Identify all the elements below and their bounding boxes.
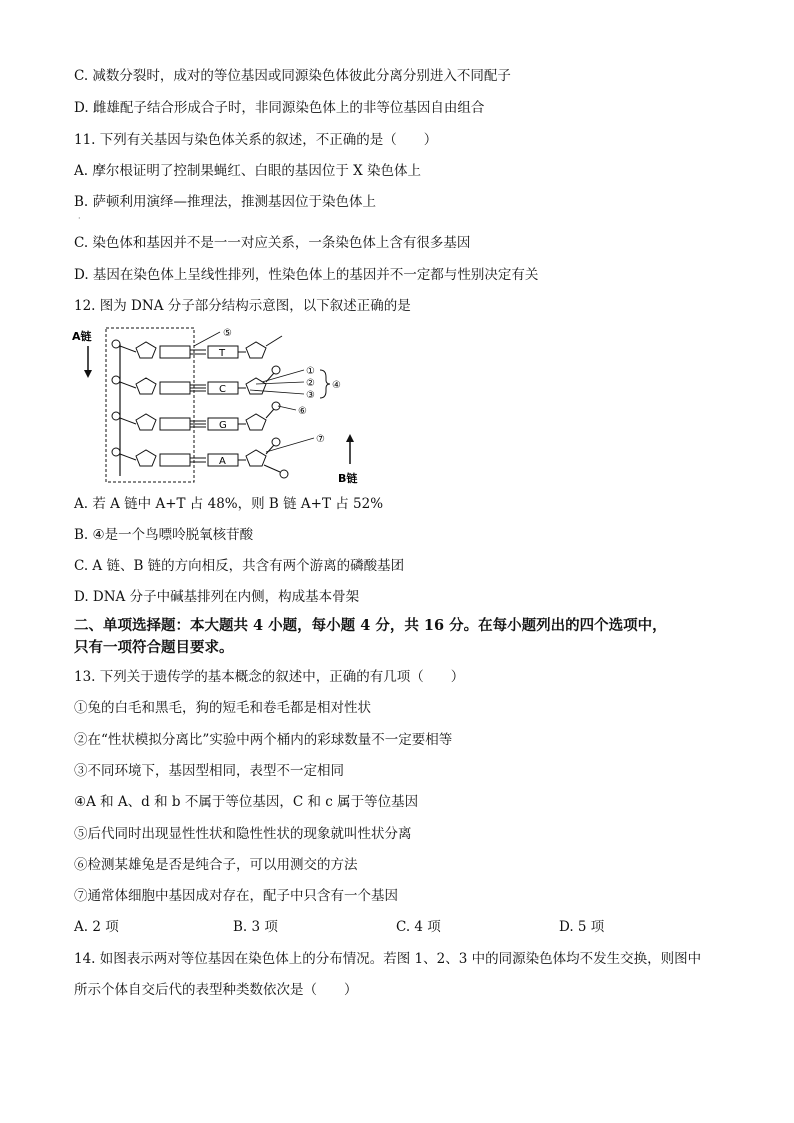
q12-stem: 12. 图为 DNA 分子部分结构示意图，以下叙述正确的是 — [74, 298, 411, 314]
base-label-a: A — [219, 456, 226, 467]
chain-b-arrowhead — [346, 434, 354, 442]
deoxyribose — [136, 378, 156, 394]
q13-option-a: A. 2 项 — [74, 919, 119, 935]
q13-item-5: ⑤后代同时出现显性性状和隐性性状的现象就叫性状分离 — [74, 826, 412, 842]
q13-item-1: ①兔的白毛和黑毛，狗的短毛和卷毛都是相对性状 — [74, 700, 371, 716]
q12-option-d: D. DNA 分子中碱基排列在内侧，构成基本骨架 — [74, 589, 360, 605]
marker-7: ⑦ — [316, 434, 325, 445]
phosphate — [112, 448, 120, 456]
q11-stem: 11. 下列有关基因与染色体关系的叙述，不正确的是（ ） — [74, 132, 438, 148]
deoxyribose — [246, 450, 266, 466]
marker-3: ③ — [306, 390, 315, 401]
base-left — [160, 382, 190, 394]
phosphate — [112, 412, 120, 420]
stray-dot: · — [78, 214, 81, 223]
q14-stem: 14. 如图表示两对等位基因在染色体上的分布情况。若图 1、2、3 中的同源染色体均不发生交换，则图中 — [74, 951, 702, 967]
brace-4 — [320, 370, 330, 398]
q10-option-d: D. 雌雄配子结合形成合子时，非同源染色体上的非等位基因自由组合 — [74, 100, 485, 116]
base-left — [160, 418, 190, 430]
phosphate — [272, 366, 280, 374]
chain-b-label: B链 — [338, 472, 358, 485]
q13-item-2: ②在“性状模拟分离比”实验中两个桶内的彩球数量不一定要相等 — [74, 732, 453, 748]
q13-option-b: B. 3 项 — [233, 919, 278, 935]
q13-item-7: ⑦通常体细胞中基因成对存在，配子中只含有一个基因 — [74, 888, 398, 904]
section2-heading-cont: 只有一项符合题目要求。 — [74, 639, 234, 656]
phosphate — [280, 470, 288, 478]
deoxyribose — [136, 342, 156, 358]
deoxyribose — [136, 414, 156, 430]
phosphate — [272, 438, 280, 446]
marker-1: ① — [306, 366, 315, 377]
marker-4: ④ — [332, 380, 341, 391]
deoxyribose — [136, 450, 156, 466]
base-label-g: G — [219, 420, 227, 431]
q11-option-c: C. 染色体和基因并不是一一对应关系，一条染色体上含有很多基因 — [74, 235, 471, 251]
marker-5: ⑤ — [223, 328, 232, 339]
q12-option-c: C. A 链、B 链的方向相反，共含有两个游离的磷酸基团 — [74, 558, 405, 574]
q13-stem: 13. 下列关于遗传学的基本概念的叙述中，正确的有几项（ ） — [74, 669, 465, 685]
q13-item-6: ⑥检测某雄兔是否是纯合子，可以用测交的方法 — [74, 857, 358, 873]
q13-option-d: D. 5 项 — [559, 919, 605, 935]
q13-item-4: ④A 和 A、d 和 b 不属于等位基因，C 和 c 属于等位基因 — [74, 794, 419, 810]
q12-option-a: A. 若 A 链中 A+T 占 48%，则 B 链 A+T 占 52% — [74, 496, 384, 512]
base-label-c: C — [219, 384, 226, 395]
section2-heading: 二、单项选择题：本大题共 4 小题，每小题 4 分，共 16 分。在每小题列出的四个选项中， — [74, 617, 667, 634]
dna-structure-figure — [70, 324, 370, 489]
marker-2: ② — [306, 378, 315, 389]
deoxyribose — [246, 414, 266, 430]
phosphate — [112, 340, 120, 348]
q14-stem-cont: 所示个体自交后代的表型种类数依次是（ ） — [74, 982, 358, 998]
base-pair-row-4 — [112, 438, 288, 478]
q13-option-c: C. 4 项 — [396, 919, 441, 935]
deoxyribose — [246, 378, 266, 394]
q11-option-b: B. 萨顿利用演绎—推理法，推测基因位于染色体上 — [74, 194, 377, 210]
base-pair-row-3 — [112, 402, 280, 431]
chain-a-arrowhead — [84, 370, 92, 378]
q10-option-c: C. 减数分裂时，成对的等位基因或同源染色体彼此分离分别进入不同配子 — [74, 68, 511, 84]
q11-option-d: D. 基因在染色体上呈线性排列，性染色体上的基因并不一定都与性别决定有关 — [74, 267, 539, 283]
phosphate — [112, 376, 120, 384]
chain-a-label: A链 — [72, 330, 92, 343]
marker-6: ⑥ — [298, 406, 307, 417]
base-left — [160, 346, 190, 358]
base-label-t: T — [219, 348, 226, 359]
base-left — [160, 454, 190, 466]
q12-option-b: B. ④是一个鸟嘌呤脱氧核苷酸 — [74, 527, 254, 543]
base-pair-row-1 — [112, 336, 282, 359]
q13-item-3: ③不同环境下，基因型相同，表型不一定相同 — [74, 763, 344, 779]
q11-option-a: A. 摩尔根证明了控制果蝇红、白眼的基因位于 X 染色体上 — [74, 163, 422, 179]
deoxyribose — [246, 342, 266, 358]
